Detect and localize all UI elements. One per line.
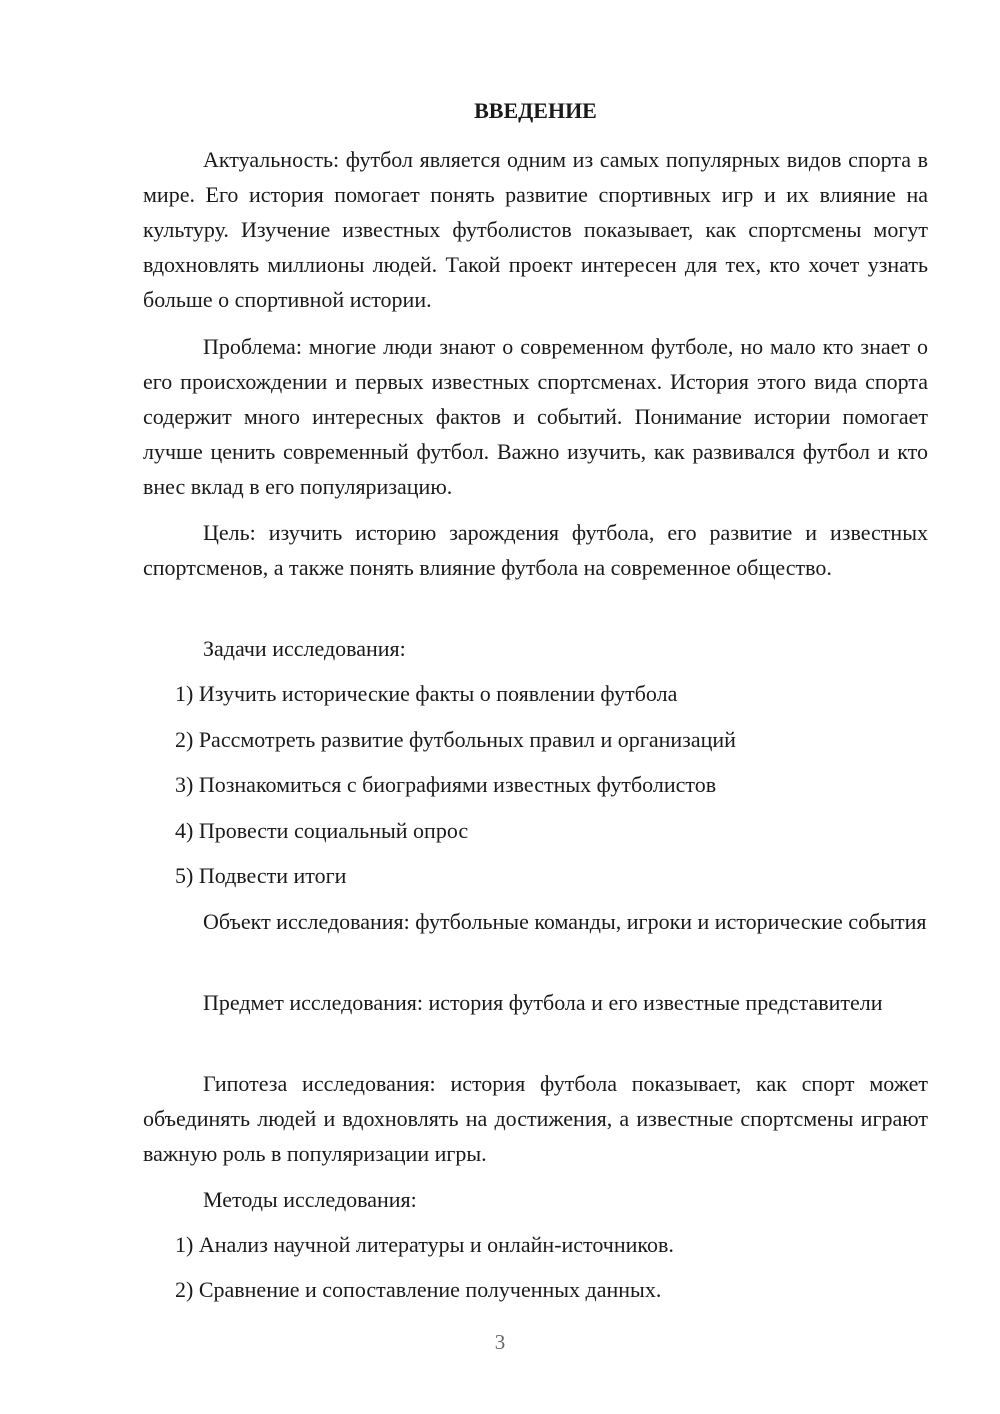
subject-paragraph: Предмет исследования: история футбола и его известные представители: [203, 990, 883, 1015]
goal-paragraph: Цель: изучить историю зарождения футбола, его развитие и известных спортсменов, а также понять влияние футбола на современное общество.: [143, 520, 928, 580]
problem-paragraph: Проблема: многие люди знают о современном футболе, но мало кто знает о его происхождении и первых известных спортсменах. История этого вида спорта содержит много интересных фактов и событий. Понимание истории помогает лучше ценить современный футбол. Важно изучить, как развивался футбол и кто внес вклад в его популяризацию.: [143, 334, 928, 499]
object-paragraph: Объект исследования: футбольные команды, игроки и исторические события: [203, 909, 927, 934]
method-item: 1) Анализ научной литературы и онлайн-источников.: [175, 1232, 674, 1257]
hypothesis-paragraph: Гипотеза исследования: история футбола показывает, как спорт может объединять людей и вдохновлять на достижения, а известные спортсмены играют важную роль в популяризации игры.: [143, 1071, 928, 1166]
page-number: 3: [494, 1330, 506, 1354]
task-item: 5) Подвести итоги: [175, 863, 347, 888]
methods-title: Методы исследования:: [203, 1187, 417, 1212]
method-item: 2) Сравнение и сопоставление полученных данных.: [175, 1277, 662, 1302]
task-item: 4) Провести социальный опрос: [175, 818, 469, 843]
task-item: 2) Рассмотреть развитие футбольных правил и организаций: [175, 727, 736, 752]
relevance-paragraph: Актуальность: футбол является одним из самых популярных видов спорта в мире. Его история помогает понять развитие спортивных игр и их влияние на культуру. Изучение известных футболистов показывает, как спортсмены могут вдохновлять миллионы людей. Такой проект интересен для тех, кто хочет узнать больше о спортивной истории.: [143, 147, 928, 312]
task-item: 1) Изучить исторические факты о появлении футбола: [175, 681, 678, 706]
section-heading: ВВЕДЕНИЕ: [474, 98, 597, 123]
task-item: 3) Познакомиться с биографиями известных футболистов: [175, 772, 717, 797]
tasks-title: Задачи исследования:: [203, 636, 406, 661]
